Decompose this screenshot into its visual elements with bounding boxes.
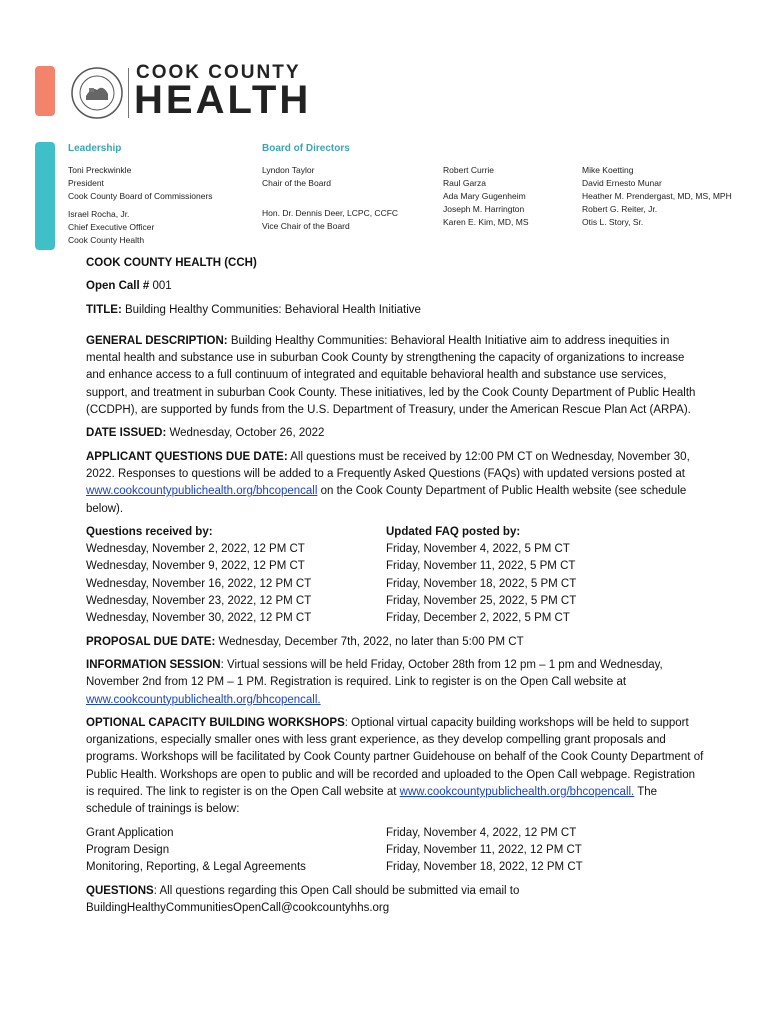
open-call-label: Open Call # [86,280,150,293]
workshop-date: Friday, November 11, 2022, 12 PM CT [386,843,582,856]
leader-role: Chief Executive Officer [68,222,155,232]
board-member-name: Lyndon Taylor [262,165,315,175]
board-officers-list [262,164,437,233]
board-member-name: Robert G. Reiter, Jr. [582,204,658,214]
general-description-label: GENERAL DESCRIPTION: [86,334,228,347]
general-description-text: Building Healthy Communities: Behavioral Health Initiative aim to address inequities in mental health and substance use in suburban Cook County by strengthening the capacity of organizations to increase and enhance access to a full continuum of integrated and equitable behavioral health and substance use services, support, and treatment in suburban Cook County. These initiatives, led by the Cook County Department of Public Health (CCDPH), are supported by funds from the U.S. Department of Treasury, under the American Rescue Plan Act (ARPA). [86,334,696,417]
workshop-name: Grant Application [86,826,174,839]
leader-role: President [68,178,104,188]
leader-name: Israel Rocha, Jr. [68,209,130,219]
board-heading: Board of Directors [262,143,350,154]
board-member-name: Heather M. Prendergast, MD, MS, MPH [582,191,732,201]
board-members-list-2 [582,164,762,229]
question-date: Wednesday, November 23, 2022, 12 PM CT [86,595,312,608]
board-member-name: Raul Garza [443,178,486,188]
workshop-name: Monitoring, Reporting, & Legal Agreements [86,861,306,874]
questions-label: QUESTIONS [86,884,154,897]
document-body [86,255,706,917]
question-date: Wednesday, November 2, 2022, 12 PM CT [86,543,305,556]
board-member-role: Vice Chair of the Board [262,221,350,231]
title-label: TITLE: [86,303,122,316]
leadership-heading: Leadership [68,143,122,154]
faq-date: Friday, November 25, 2022, 5 PM CT [386,595,577,608]
table-header-row [86,524,706,541]
question-date: Wednesday, November 9, 2022, 12 PM CT [86,560,305,573]
table-row [86,576,706,593]
info-session-link[interactable]: www.cookcountypublichealth.org/bhcopencall. [86,693,321,706]
workshop-schedule-table [86,825,706,877]
leader-org: Cook County Board of Commissioners [68,191,213,201]
leader-name: Toni Preckwinkle [68,165,132,175]
board-member-name: Karen E. Kim, MD, MS [443,217,529,227]
leadership-list [68,164,248,247]
faq-date: Friday, November 11, 2022, 5 PM CT [386,560,576,573]
capacity-workshops-text-end: The schedule of trainings is below: [86,786,658,816]
information-session-label: INFORMATION SESSION [86,658,221,671]
table-row [86,558,706,575]
capacity-workshops-text: : Optional virtual capacity building workshops will be held to support organizations, especially smaller ones with less grant experience, as they develop compelling grant proposals and programs. Workshops will be facilitated by Cook County partner Guidehouse on behalf of the Cook County Department of Public Health. Workshops are open to public and will be recorded and uploaded to the Open Call webpage. Registration is required. The link to register is on the Open Call website at [86,716,704,799]
faq-date: Friday, December 2, 2022, 5 PM CT [386,612,570,625]
table-row [86,825,706,842]
board-member-name: Ada Mary Gugenheim [443,191,526,201]
title-value: Building Healthy Communities: Behavioral Health Initiative [121,303,421,316]
board-member-name: Hon. Dr. Dennis Deer, LCPC, CCFC [262,208,399,218]
proposal-due-label: PROPOSAL DUE DATE: [86,635,216,648]
applicant-questions-text: All questions must be received by 12:00 PM CT on Wednesday, November 30, 2022. Responses to questions will be added to a Frequently Asked Questions (FAQs) with updated versions posted at [86,450,690,480]
board-member-name: Otis L. Story, Sr. [582,217,644,227]
logo-divider [128,68,129,118]
table-row [86,842,706,859]
logo-text-cook-county: COOK COUNTY [136,62,301,83]
faq-date: Friday, November 18, 2022, 5 PM CT [386,577,577,590]
org-heading: COOK COUNTY HEALTH (CCH) [86,257,257,269]
table-row [86,593,706,610]
faq-posted-header: Updated FAQ posted by: [386,525,521,538]
workshop-date: Friday, November 18, 2022, 12 PM CT [386,861,583,874]
table-row [86,610,706,627]
applicant-questions-text-end: on the Cook County Department of Public Health website (see schedule below). [86,485,687,515]
logo-text-health: HEALTH [134,78,312,122]
open-call-number: 001 [149,280,172,293]
board-members-list-1 [443,164,573,229]
table-row [86,541,706,558]
capacity-workshops-label: OPTIONAL CAPACITY BUILDING WORKSHOPS [86,716,345,729]
question-date: Wednesday, November 16, 2022, 12 PM CT [86,577,312,590]
teal-accent-bar [35,142,55,250]
workshop-date: Friday, November 4, 2022, 12 PM CT [386,826,577,839]
contact-email[interactable]: BuildingHealthyCommunitiesOpenCall@cookcountyhhs.org [86,901,390,914]
information-session-text: : Virtual sessions will be held Friday, October 28th from 12 pm – 1 pm and Wednesday, November 2nd from 12 PM – 1 PM. Registration is required. Link to register is on the Open Call website at [86,658,663,689]
date-issued-value: Wednesday, October 26, 2022 [166,427,325,440]
leader-org: Cook County Health [68,235,145,245]
county-seal-icon [70,66,124,120]
questions-received-header: Questions received by: [86,525,213,538]
workshop-name: Program Design [86,843,170,856]
faq-date: Friday, November 4, 2022, 5 PM CT [386,543,570,556]
question-date: Wednesday, November 30, 2022, 12 PM CT [86,612,312,625]
board-member-name: Joseph M. Harrington [443,204,525,214]
proposal-due-value: Wednesday, December 7th, 2022, no later than 5:00 PM CT [215,635,524,648]
bhc-open-call-link[interactable]: www.cookcountypublichealth.org/bhcopencall [86,485,318,498]
board-member-name: Mike Koetting [582,165,634,175]
questions-text: : All questions regarding this Open Call should be submitted via email to [153,884,520,897]
date-issued-label: DATE ISSUED: [86,427,167,440]
faq-schedule-table [86,524,706,628]
board-member-role: Chair of the Board [262,178,331,188]
board-member-name: Robert Currie [443,165,495,175]
workshops-link[interactable]: www.cookcountypublichealth.org/bhcopencall. [399,786,635,799]
table-row [86,859,706,876]
board-member-name: David Ernesto Munar [582,178,662,188]
applicant-questions-label: APPLICANT QUESTIONS DUE DATE: [86,450,288,463]
coral-accent-bar [35,66,55,116]
